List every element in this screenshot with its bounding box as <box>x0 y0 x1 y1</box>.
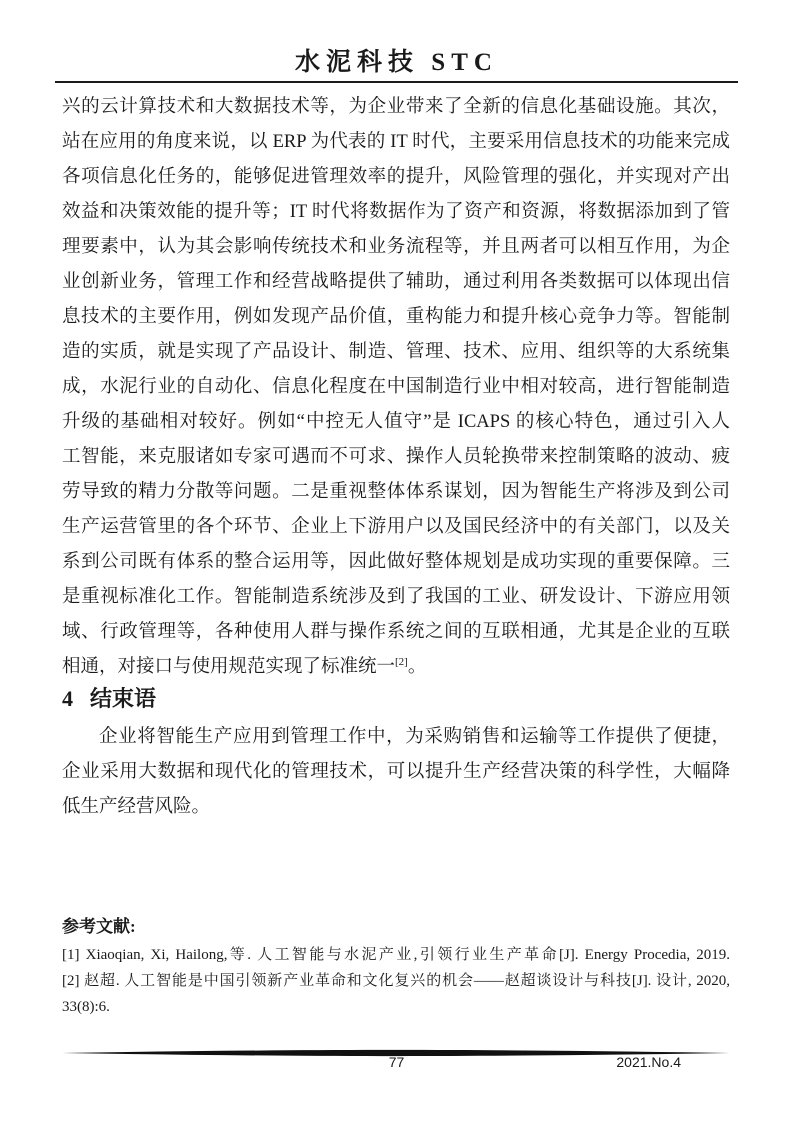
body-line: 息技术的主要作用，例如发现产品价值，重构能力和提升核心竞争力等。智能制 <box>62 307 730 327</box>
conclusion-paragraph <box>62 720 730 825</box>
body-line: 各项信息化任务的，能够促进管理效率的提升，风险管理的强化，并实现对产出 <box>62 167 730 187</box>
conclusion-line: 低生产经营风险。 <box>62 797 211 817</box>
reference-line: [1] Xiaoqian, Xi, Hailong,等. 人工智能与水泥产业,引领行业生产革命[J]. Energy Procedia, 2019. <box>62 947 730 963</box>
body-line: 造的实质，就是实现了产品设计、制造、管理、技术、应用、组织等的大系统集 <box>62 342 730 362</box>
body-line: 兴的云计算技术和大数据技术等，为企业带来了全新的信息化基础设施。其次， <box>62 97 730 117</box>
references-heading: 参考文献: <box>62 917 136 936</box>
body-line: 是重视标准化工作。智能制造系统涉及到了我国的工业、研发设计、下游应用领 <box>62 587 730 607</box>
body-line: 系到公司既有体系的整合运用等，因此做好整体规划是成功实现的重要保障。三 <box>62 552 730 572</box>
section-heading <box>62 682 730 713</box>
reference-line: 33(8):6. <box>62 999 110 1015</box>
section-title: 结束语 <box>90 686 157 711</box>
page-number: 77 <box>388 1054 405 1070</box>
body-line: 站在应用的角度来说，以 ERP 为代表的 IT 时代，主要采用信息技术的功能来完成 <box>62 132 730 152</box>
body-line: 理要素中，认为其会影响传统技术和业务流程等，并且两者可以相互作用，为企 <box>62 237 730 257</box>
section-number: 4 <box>62 686 73 711</box>
body-line: 工智能，来克服诸如专家可遇而不可求、操作人员轮换带来控制策略的波动、疲 <box>62 447 730 467</box>
body-line: 升级的基础相对较好。例如“中控无人值守”是 ICAPS 的核心特色，通过引入人 <box>62 412 730 432</box>
issue-label: 2021.No.4 <box>616 1054 681 1070</box>
body-line-text: 相通，对接口与使用规范实现了标准统一 <box>62 657 396 677</box>
body-line: 劳导致的精力分散等问题。二是重视整体体系谋划，因为智能生产将涉及到公司 <box>62 482 730 502</box>
body-line: 业创新业务，管理工作和经营战略提供了辅助，通过利用各类数据可以体现出信 <box>62 272 730 292</box>
conclusion-line: 企业将智能生产应用到管理工作中，为采购销售和运输等工作提供了便捷， <box>99 727 730 747</box>
body-line: 域、行政管理等，各种使用人群与操作系统之间的互联相通，尤其是企业的互联 <box>62 622 730 642</box>
journal-title: 水泥科技 STC <box>295 49 498 76</box>
reference-line: [2] 赵超. 人工智能是中国引领新产业革命和文化复兴的机会——赵超谈设计与科技[J]. 设计, 2020, <box>62 973 730 989</box>
body-line <box>62 650 730 685</box>
body-line: 生产运营管里的各个环节、企业上下游用户以及国民经济中的有关部门，以及关 <box>62 517 730 537</box>
body-line: 效益和决策效能的提升等；IT 时代将数据作为了资产和资源，将数据添加到了管 <box>62 202 730 222</box>
body-line-period: 。 <box>407 657 427 677</box>
conclusion-line: 企业采用大数据和现代化的管理技术，可以提升生产经营决策的科学性，大幅降 <box>62 762 730 782</box>
body-line: 成，水泥行业的自动化、信息化程度在中国制造行业中相对较高，进行智能制造 <box>62 377 730 397</box>
references-section <box>62 916 730 1020</box>
article-body <box>62 90 730 685</box>
citation-superscript: [2] <box>395 655 408 668</box>
header-rule <box>55 81 738 83</box>
